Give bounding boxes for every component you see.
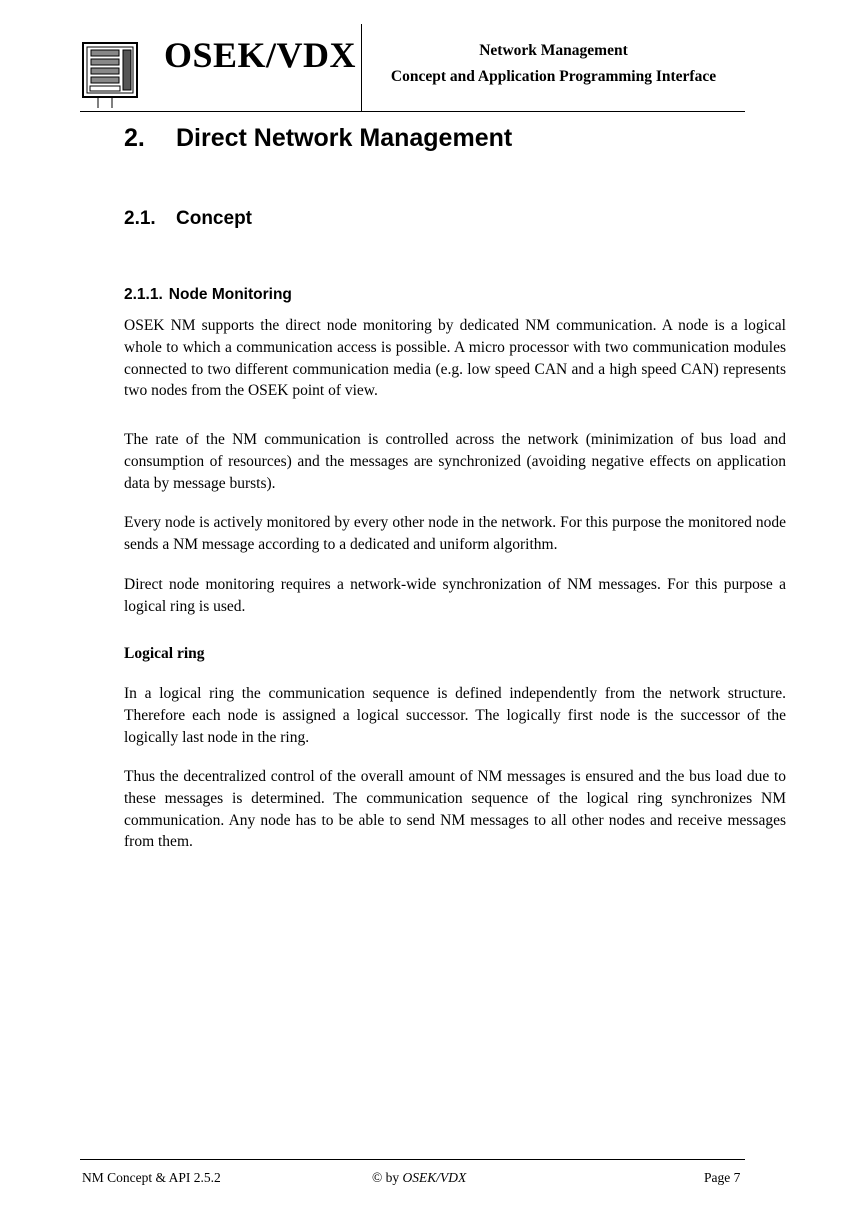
logical-ring-heading: Logical ring (124, 645, 205, 662)
subsection-heading (124, 208, 252, 230)
footer-document-id: NM Concept & API 2.5.2 (82, 1170, 221, 1185)
subsubsection-number: 2.1.1. (124, 286, 163, 303)
footer-page-number: Page 7 (704, 1170, 741, 1185)
subsubsection-heading (124, 286, 292, 304)
page-header (80, 24, 745, 112)
header-title (362, 38, 745, 90)
paragraph-rate-control: The rate of the NM communication is controlled across the network (minimization of bus load and consumption of resources) and the messages are synchronized (avoiding negative effects on application data by message bursts). (124, 431, 786, 492)
section-number: 2. (124, 124, 145, 152)
section-title: Direct Network Management (176, 124, 513, 152)
footer-copyright-prefix: © by (372, 1170, 403, 1185)
header-title-line2: Concept and Application Programming Interface (390, 68, 717, 85)
footer-rule (80, 1159, 745, 1160)
paragraph-node-definition: OSEK NM supports the direct node monitoring by dedicated NM communication. A node is a logical whole to which a communication access is possible. A micro processor with two communication modules connected to two different communication media (e.g. low speed CAN and a high speed CAN) represents two nodes from the OSEK point of view. (124, 317, 786, 400)
paragraph-synchronization: Direct node monitoring requires a network-wide synchronization of NM messages. For this purpose a logical ring is used. (124, 576, 786, 615)
osek-logo-icon (82, 42, 138, 108)
section-heading (124, 124, 512, 153)
footer-copyright-owner: OSEK/VDX (402, 1170, 467, 1185)
paragraph-active-monitoring: Every node is actively monitored by every other node in the network. For this purpose the monitored node sends a NM message according to a dedicated and uniform algorithm. (124, 514, 786, 553)
subsubsection-title: Node Monitoring (168, 286, 292, 303)
brand-name: OSEK/VDX (164, 35, 357, 75)
subsection-title: Concept (176, 208, 252, 229)
footer-copyright (372, 1170, 466, 1186)
paragraph-decentralized-control: Thus the decentralized control of the overall amount of NM messages is ensured and the bus load due to these messages is determined. The communication sequence of the logical ring synchronizes NM communication. Any node has to be able to send NM messages to all other nodes and receive messages from them. (124, 768, 786, 851)
header-title-line1: Network Management (479, 42, 628, 59)
subsection-number: 2.1. (124, 208, 156, 229)
paragraph-logical-ring: In a logical ring the communication sequence is defined independently from the network structure. Therefore each node is assigned a logical successor. The logically first node is the successor of the logically last node in the ring. (124, 685, 786, 746)
